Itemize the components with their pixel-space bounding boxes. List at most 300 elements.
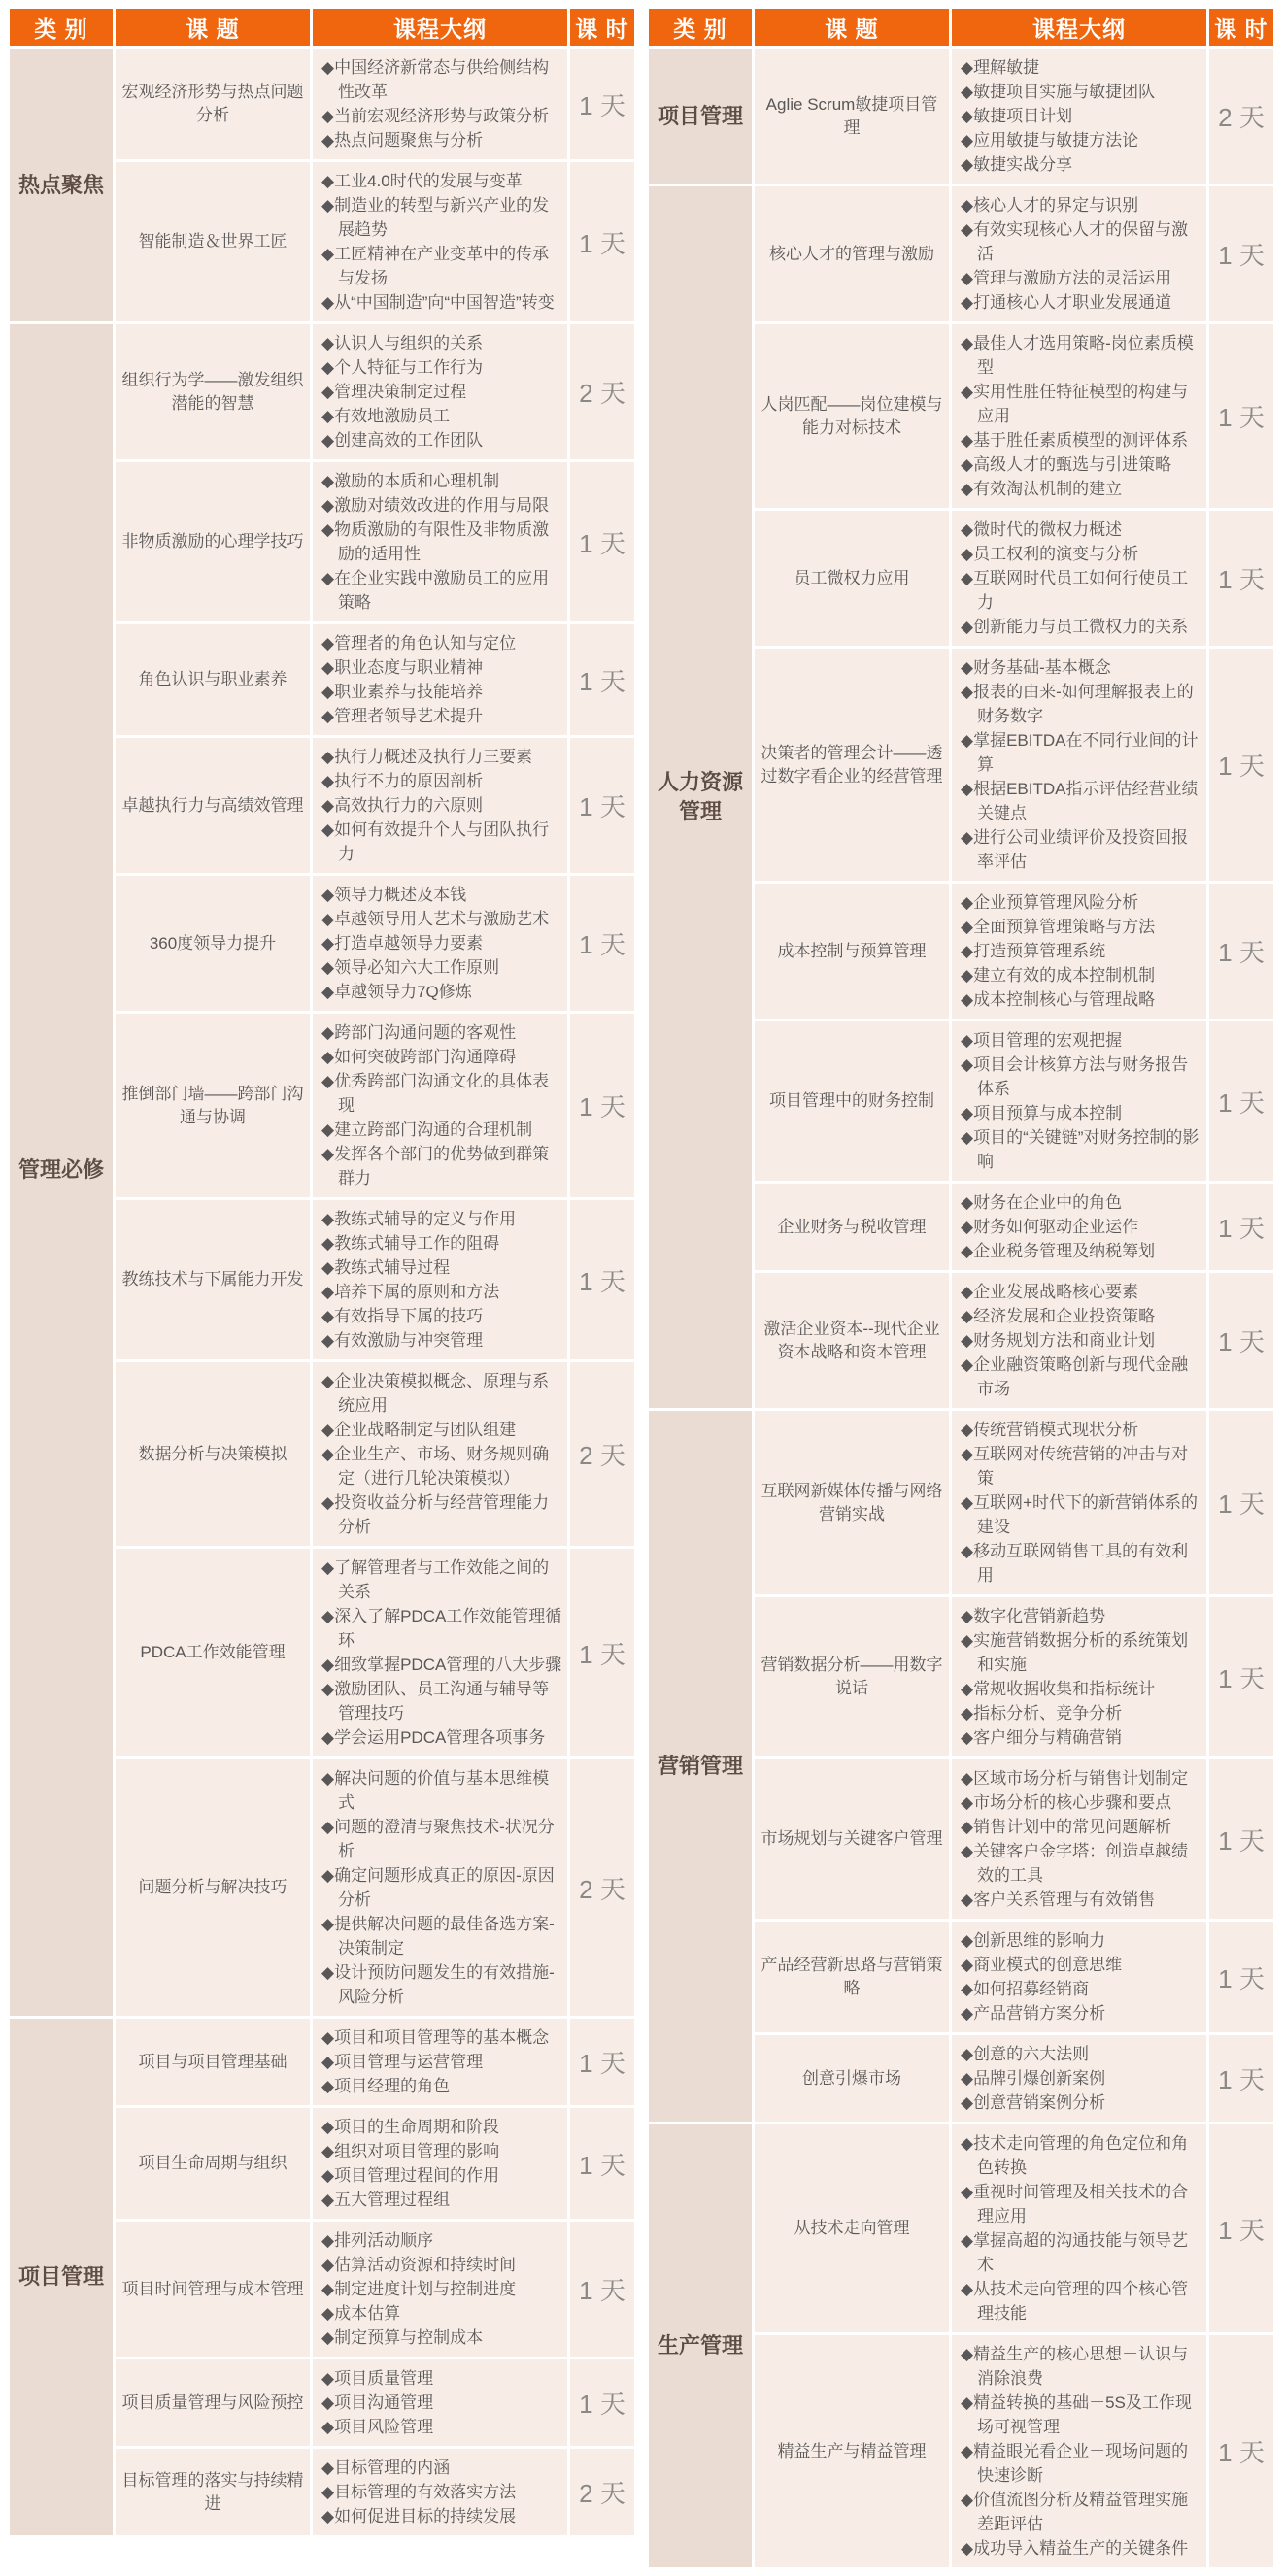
header-topic: 课 题 [755,9,949,46]
diamond-bullet-icon: ◆ [961,455,974,474]
diamond-bullet-icon: ◆ [961,383,974,401]
outline-text: 从技术走向管理的四个核心管理技能 [973,2280,1189,2323]
diamond-bullet-icon: ◆ [321,1445,335,1463]
diamond-bullet-icon: ◆ [321,1372,335,1390]
diamond-bullet-icon: ◆ [961,683,974,701]
outline-text: 财务在企业中的角色 [973,1193,1123,1212]
diamond-bullet-icon: ◆ [321,2483,335,2501]
diamond-bullet-icon: ◆ [961,1728,974,1747]
outline-text: 激励对绩效改进的作用与局限 [334,496,550,515]
outline-text: 价值流图分析及精益管理实施差距评估 [973,2491,1189,2533]
outline-text: 高级人才的甄选与引进策略 [973,455,1172,474]
outline-item [321,1863,563,1912]
diamond-bullet-icon: ◆ [961,2345,974,2363]
topic-cell: 决策者的管理会计——透过数字看企业的经营管理 [755,649,949,881]
outline-item [961,728,1202,777]
left-course-table [7,6,637,2538]
table-row [10,2019,634,2105]
outline-item [321,2456,563,2480]
diamond-bullet-icon: ◆ [961,2393,974,2412]
hours-cell: 1 天 [570,876,634,1011]
outline-item [321,769,563,793]
outline-item [961,1353,1202,1401]
outline-text: 移动互联网销售工具的有效利用 [973,1542,1189,1585]
diamond-bullet-icon: ◆ [321,334,335,352]
outline-item [961,380,1202,428]
outline-item [321,704,563,728]
diamond-bullet-icon: ◆ [961,1421,974,1439]
diamond-bullet-icon: ◆ [321,1307,335,1325]
outline-text: 如何有效提升个人与团队执行力 [334,820,550,863]
diamond-bullet-icon: ◆ [321,1234,335,1253]
outline-text: 目标管理的内涵 [334,2459,451,2477]
outline-text: 成本控制核心与管理战略 [973,990,1156,1009]
outline-text: 掌握高超的沟通技能与领导艺术 [973,2231,1189,2274]
outline-item [961,1418,1202,1442]
outline-item [961,1328,1202,1353]
outline-text: 项目沟通管理 [334,2393,434,2412]
outline-item [961,1928,1202,1953]
outline-item [961,266,1202,290]
outline-item [321,2504,563,2528]
outline-text: 企业税务管理及纳税筹划 [973,1242,1156,1260]
outline-cell [313,738,567,873]
outline-item [961,825,1202,874]
diamond-bullet-icon: ◆ [961,131,974,150]
outline-item [321,193,563,242]
hours-cell: 1 天 [570,2222,634,2357]
outline-item [321,1725,563,1750]
topic-cell: 推倒部门墙——跨部门沟通与协调 [116,1014,310,1197]
outline-item [321,793,563,818]
outline-item [321,2366,563,2391]
diamond-bullet-icon: ◆ [961,269,974,287]
outline-cell [313,2108,567,2219]
outline-cell [952,511,1206,646]
outline-cell [952,1411,1206,1594]
outline-item [961,104,1202,128]
outline-text: 成功导入精益生产的关键条件 [973,2539,1189,2558]
diamond-bullet-icon: ◆ [961,1842,974,1860]
diamond-bullet-icon: ◆ [961,2442,974,2460]
diamond-bullet-icon: ◆ [961,431,974,450]
outline-text: 教练式辅导工作的阻碍 [334,1234,500,1253]
diamond-bullet-icon: ◆ [321,707,335,725]
outline-text: 领导必知六大工作原则 [334,958,500,977]
outline-item [961,1101,1202,1125]
diamond-bullet-icon: ◆ [321,431,335,450]
outline-text: 认识人与组织的关系 [334,334,484,352]
outline-text: 有效淘汰机制的建立 [973,480,1123,498]
outline-item [321,2025,563,2050]
hours-cell: 1 天 [1209,649,1273,881]
outline-item [961,542,1202,566]
topic-cell: 教练技术与下属能力开发 [116,1200,310,1359]
outline-item [321,2139,563,2163]
diamond-bullet-icon: ◆ [321,683,335,701]
outline-text: 实施营销数据分析的系统策划和实施 [973,1631,1189,1674]
diamond-bullet-icon: ◆ [321,1558,335,1577]
outline-text: 投资收益分析与经营管理能力分析 [334,1493,550,1536]
diamond-bullet-icon: ◆ [961,1445,974,1463]
diamond-bullet-icon: ◆ [961,1607,974,1625]
outline-cell [313,49,567,159]
outline-item [961,1888,1202,1912]
diamond-bullet-icon: ◆ [961,2134,974,2153]
outline-item [321,1369,563,1418]
outline-text: 项目会计核算方法与财务报告体系 [973,1055,1189,1098]
outline-text: 销售计划中的常见问题解析 [973,1818,1172,1836]
outline-item [961,2488,1202,2536]
topic-cell: 项目生命周期与组织 [116,2108,310,2219]
outline-item [961,915,1202,939]
outline-item [961,1766,1202,1790]
outline-item [321,1280,563,1304]
outline-text: 项目质量管理 [334,2369,434,2388]
outline-text: 设计预防问题发生的有效措施-风险分析 [334,1963,555,2006]
outline-item [321,1815,563,1863]
outline-item [321,1677,563,1725]
outline-text: 企业生产、市场、财务规则确定（进行几轮决策模拟） [334,1445,550,1488]
topic-cell: 产品经营新思路与营销策略 [755,1922,949,2032]
diamond-bullet-icon: ◆ [961,83,974,101]
diamond-bullet-icon: ◆ [321,1421,335,1439]
hours-cell: 1 天 [570,49,634,159]
diamond-bullet-icon: ◆ [321,1145,335,1163]
outline-cell [313,1200,567,1359]
outline-text: 目标管理的有效落实方法 [334,2483,517,2501]
diamond-bullet-icon: ◆ [321,1607,335,1625]
outline-text: 企业预算管理风险分析 [973,893,1139,912]
topic-cell: 市场规划与关键客户管理 [755,1759,949,1919]
outline-text: 跨部门沟通问题的客观性 [334,1023,517,1042]
outline-item [321,680,563,704]
outline-item [961,2180,1202,2228]
outline-text: 优秀跨部门沟通文化的具体表现 [334,1072,550,1115]
diamond-bullet-icon: ◆ [961,2069,974,2088]
outline-item [961,2439,1202,2488]
outline-text: 传统营销模式现状分析 [973,1421,1139,1439]
outline-item [321,1255,563,1280]
outline-cell [952,2035,1206,2122]
diamond-bullet-icon: ◆ [961,1218,974,1236]
topic-cell: 数据分析与决策模拟 [116,1362,310,1546]
hours-cell: 1 天 [1209,1021,1273,1181]
outline-text: 教练式辅导的定义与作用 [334,1210,517,1228]
diamond-bullet-icon: ◆ [961,1704,974,1723]
outline-item [321,55,563,104]
outline-text: 领导力概述及本钱 [334,886,467,904]
outline-item [321,2277,563,2301]
diamond-bullet-icon: ◆ [961,2539,974,2558]
outline-text: 企业决策模拟概念、原理与系统应用 [334,1372,550,1415]
diamond-bullet-icon: ◆ [961,480,974,498]
diamond-bullet-icon: ◆ [961,918,974,936]
outline-item [961,1977,1202,2001]
outline-text: 客户关系管理与有效销售 [973,1890,1156,1909]
outline-text: 客户细分与精确营销 [973,1728,1123,1747]
header-row [10,9,634,46]
diamond-bullet-icon: ◆ [961,2231,974,2250]
outline-item [321,631,563,655]
diamond-bullet-icon: ◆ [961,2004,974,2023]
outline-item [321,2115,563,2139]
topic-cell: 企业财务与税收管理 [755,1184,949,1270]
category-cell: 热点聚焦 [10,49,113,321]
diamond-bullet-icon: ◆ [961,1242,974,1260]
outline-text: 管理者的角色认知与定位 [334,634,517,652]
diamond-bullet-icon: ◆ [321,472,335,490]
outline-text: 企业战略制定与团队组建 [334,1421,517,1439]
outline-item [961,963,1202,987]
outline-item [961,615,1202,639]
outline-item [321,290,563,315]
diamond-bullet-icon: ◆ [321,496,335,515]
outline-item [321,1912,563,1960]
outline-item [321,2074,563,2098]
diamond-bullet-icon: ◆ [321,2053,335,2071]
outline-text: 技术走向管理的角色定位和角色转换 [973,2134,1189,2177]
diamond-bullet-icon: ◆ [321,2118,335,2136]
outline-item [961,2342,1202,2391]
diamond-bullet-icon: ◆ [961,220,974,239]
outline-item [321,404,563,428]
outline-text: 创建高效的工作团队 [334,431,484,450]
diamond-bullet-icon: ◆ [321,1769,335,1788]
hours-cell: 1 天 [1209,1922,1273,2032]
outline-item [321,2050,563,2074]
hours-cell: 2 天 [570,1362,634,1546]
outline-item [321,518,563,566]
topic-cell: PDCA工作效能管理 [116,1549,310,1756]
diamond-bullet-icon: ◆ [961,107,974,125]
outline-text: 卓越领导用人艺术与激励艺术 [334,910,550,928]
diamond-bullet-icon: ◆ [321,983,335,1001]
outline-text: 基于胜任素质模型的测评体系 [973,431,1189,450]
header-hours: 课 时 [570,9,634,46]
outline-item [321,1118,563,1142]
category-cell: 项目管理 [10,2019,113,2535]
outline-item [321,1142,563,1190]
outline-item [321,355,563,380]
outline-item [321,883,563,907]
outline-text: 市场分析的核心步骤和要点 [973,1793,1172,1812]
diamond-bullet-icon: ◆ [321,796,335,815]
outline-item [321,1231,563,1255]
outline-item [321,2188,563,2212]
outline-text: 估算活动资源和持续时间 [334,2256,517,2274]
diamond-bullet-icon: ◆ [321,958,335,977]
outline-text: 重视时间管理及相关技术的合理应用 [973,2183,1189,2225]
outline-cell [313,1014,567,1197]
outline-item [321,380,563,404]
outline-text: 理解敏捷 [973,58,1040,77]
outline-text: 打造预算管理系统 [973,942,1106,960]
outline-text: 制定预算与控制成本 [334,2328,484,2347]
outline-item [321,1604,563,1653]
outline-text: 企业融资策略创新与现代金融市场 [973,1355,1189,1398]
outline-item [321,2228,563,2253]
diamond-bullet-icon: ◆ [961,2183,974,2201]
topic-cell: 营销数据分析——用数字说话 [755,1597,949,1756]
outline-item [961,987,1202,1012]
outline-item [961,1304,1202,1328]
outline-item [321,2253,563,2277]
outline-item [321,566,563,615]
outline-text: 项目风险管理 [334,2418,434,2436]
diamond-bullet-icon: ◆ [321,1656,335,1674]
category-cell: 营销管理 [649,1411,752,2122]
topic-cell: Aglie Scrum敏捷项目管理 [755,49,949,184]
topic-cell: 人岗匹配——岗位建模与能力对标技术 [755,324,949,508]
outline-text: 执行力概述及执行力三要素 [334,748,533,766]
topic-cell: 激活企业资本--现代企业资本战略和资本管理 [755,1273,949,1408]
outline-cell [313,2449,567,2535]
hours-cell: 1 天 [570,1200,634,1359]
outline-item [961,1028,1202,1053]
outline-cell [952,2124,1206,2332]
outline-item [961,55,1202,80]
outline-text: 项目经理的角色 [334,2077,451,2095]
outline-item [321,104,563,128]
outline-text: 微时代的微权力概述 [973,520,1123,539]
diamond-bullet-icon: ◆ [321,520,335,539]
outline-text: 区域市场分析与销售计划制定 [973,1769,1189,1788]
outline-text: 个人特征与工作行为 [334,358,484,377]
outline-item [961,1815,1202,1839]
outline-item [961,566,1202,615]
diamond-bullet-icon: ◆ [961,1542,974,1560]
outline-item [321,2480,563,2504]
outline-item [961,1677,1202,1701]
diamond-bullet-icon: ◆ [321,634,335,652]
outline-text: 组织对项目管理的影响 [334,2142,500,2160]
outline-cell [952,324,1206,508]
diamond-bullet-icon: ◆ [321,2507,335,2526]
hours-cell: 1 天 [1209,1597,1273,1756]
outline-item [961,428,1202,452]
topic-cell: 互联网新媒体传播与网络营销实战 [755,1411,949,1594]
diamond-bullet-icon: ◆ [321,172,335,190]
outline-item [321,242,563,290]
outline-text: 打通核心人才职业发展通道 [973,293,1172,312]
diamond-bullet-icon: ◆ [961,1931,974,1950]
outline-text: 高效执行力的六原则 [334,796,484,815]
category-cell: 管理必修 [10,324,113,2016]
header-row [649,9,1273,46]
outline-text: 物质激励的有限性及非物质激励的适用性 [334,520,550,563]
diamond-bullet-icon: ◆ [321,383,335,401]
outline-text: 卓越领导力7Q修炼 [334,983,472,1001]
outline-text: 培养下属的原则和方法 [334,1283,500,1301]
outline-item [961,2042,1202,2066]
outline-cell [952,49,1206,184]
diamond-bullet-icon: ◆ [321,407,335,425]
category-cell: 生产管理 [649,2124,752,2567]
outline-text: 管理者领导艺术提升 [334,707,484,725]
diamond-bullet-icon: ◆ [321,910,335,928]
hours-cell: 1 天 [1209,1411,1273,1594]
outline-item [961,2066,1202,2091]
table-row [649,49,1273,184]
outline-text: 工匠精神在产业变革中的传承与发扬 [334,245,550,287]
outline-text: 常规收据收集和指标统计 [973,1680,1156,1698]
outline-text: 项目管理的宏观把握 [973,1031,1123,1050]
outline-text: 项目和项目管理等的基本概念 [334,2028,550,2047]
outline-item [961,1190,1202,1215]
outline-item [961,1239,1202,1263]
diamond-bullet-icon: ◆ [961,780,974,798]
diamond-bullet-icon: ◆ [961,293,974,312]
outline-item [321,1207,563,1231]
outline-item [961,1628,1202,1677]
diamond-bullet-icon: ◆ [321,2369,335,2388]
outline-item [961,152,1202,177]
outline-item [961,1839,1202,1888]
diamond-bullet-icon: ◆ [961,2280,974,2298]
outline-text: 互联网+时代下的新营销体系的建设 [973,1493,1199,1536]
diamond-bullet-icon: ◆ [961,618,974,636]
outline-cell [313,1362,567,1546]
topic-cell: 项目与项目管理基础 [116,2019,310,2105]
outline-item [321,2391,563,2415]
topic-cell: 核心人才的管理与激励 [755,186,949,321]
category-cell: 人力资源管理 [649,186,752,1408]
outline-item [321,1045,563,1069]
diamond-bullet-icon: ◆ [321,245,335,263]
diamond-bullet-icon: ◆ [961,1128,974,1147]
outline-text: 全面预算管理策略与方法 [973,918,1156,936]
topic-cell: 从技术走向管理 [755,2124,949,2332]
table-row [649,2124,1273,2332]
diamond-bullet-icon: ◆ [961,520,974,539]
diamond-bullet-icon: ◆ [321,293,335,312]
outline-item [321,931,563,955]
hours-cell: 1 天 [1209,1273,1273,1408]
outline-text: 中国经济新常态与供给侧结构性改革 [334,58,550,101]
outline-text: 应用敏捷与敏捷方法论 [973,131,1139,150]
outline-item [961,1053,1202,1101]
outline-cell [313,624,567,735]
topic-cell: 员工微权力应用 [755,511,949,646]
outline-text: 执行不力的原因剖析 [334,772,484,790]
outline-item [961,477,1202,501]
diamond-bullet-icon: ◆ [321,2142,335,2160]
hours-cell: 1 天 [1209,511,1273,646]
topic-cell: 精益生产与精益管理 [755,2335,949,2567]
diamond-bullet-icon: ◆ [961,196,974,215]
outline-item [961,128,1202,152]
diamond-bullet-icon: ◆ [321,1258,335,1277]
outline-item [961,939,1202,963]
outline-cell [952,1021,1206,1181]
outline-item [321,128,563,152]
diamond-bullet-icon: ◆ [321,2459,335,2477]
hours-cell: 1 天 [570,2108,634,2219]
table-row [10,49,634,159]
outline-text: 建立有效的成本控制机制 [973,966,1156,985]
outline-text: 激励团队、员工沟通与辅导等管理技巧 [334,1680,550,1723]
diamond-bullet-icon: ◆ [961,58,974,77]
outline-text: 如何促进目标的持续发展 [334,2507,517,2526]
outline-cell [952,1597,1206,1756]
outline-item [321,493,563,518]
header-hours: 课 时 [1209,9,1273,46]
diamond-bullet-icon: ◆ [321,2166,335,2185]
outline-text: 敏捷实战分享 [973,155,1073,174]
outline-cell [952,884,1206,1019]
topic-cell: 创意引爆市场 [755,2035,949,2122]
